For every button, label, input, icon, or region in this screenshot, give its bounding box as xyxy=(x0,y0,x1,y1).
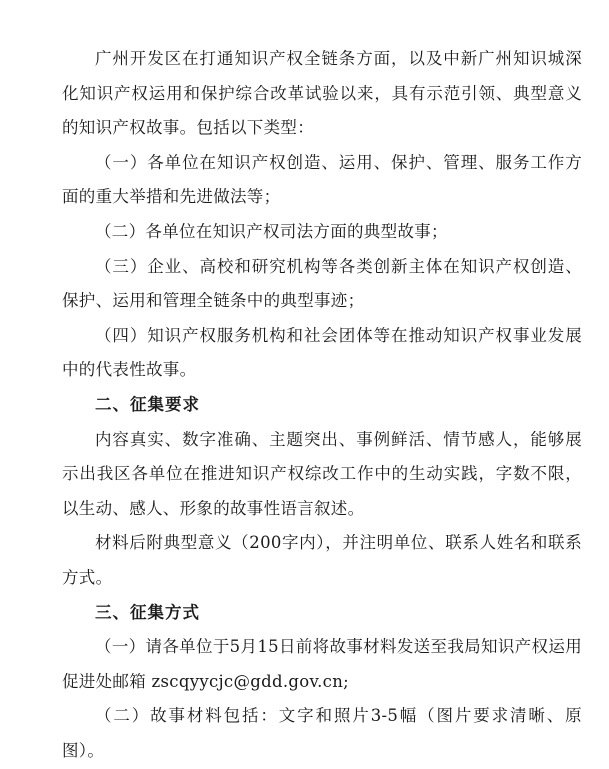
requirements-paragraph-2: 材料后附典型意义（200字内），并注明单位、联系人姓名和联系方式。 xyxy=(62,533,582,587)
section-heading-method: 三、征集方式 xyxy=(95,602,200,622)
requirements-paragraph-1: 内容真实、数字准确、主题突出、事例鲜活、情节感人，能够展示出我区各单位在推进知识产权综改工作中的生动实践，字数不限，以生动、感人、形象的故事性语言叙述。 xyxy=(62,429,582,518)
intro-paragraph: 广州开发区在打通知识产权全链条方面，以及中新广州知识城深化知识产权运用和保护综合改革试验以来，具有示范引领、典型意义的知识产权故事。包括以下类型： xyxy=(62,49,582,138)
section-heading-requirements: 二、征集要求 xyxy=(95,394,200,414)
method-paragraph-2: （二）故事材料包括：文字和照片3-5幅（图片要求清晰、原图）。 xyxy=(62,706,582,760)
type-item-1: （一）各单位在知识产权创造、运用、保护、管理、服务工作方面的重大举措和先进做法等； xyxy=(62,152,582,207)
type-item-2: （二）各单位在知识产权司法方面的典型故事； xyxy=(95,221,448,241)
document-body xyxy=(62,42,582,768)
method-paragraph-1: （一）请各单位于5月15日前将故事材料发送至我局知识产权运用促进处邮箱 zscqyycjc@gdd.gov.cn; xyxy=(62,637,582,691)
type-item-3: （三）企业、高校和研究机构等各类创新主体在知识产权创造、保护、运用和管理全链条中的典型事迹； xyxy=(62,256,582,311)
type-item-4: （四）知识产权服务机构和社会团体等在推动知识产权事业发展中的代表性故事。 xyxy=(62,325,582,380)
